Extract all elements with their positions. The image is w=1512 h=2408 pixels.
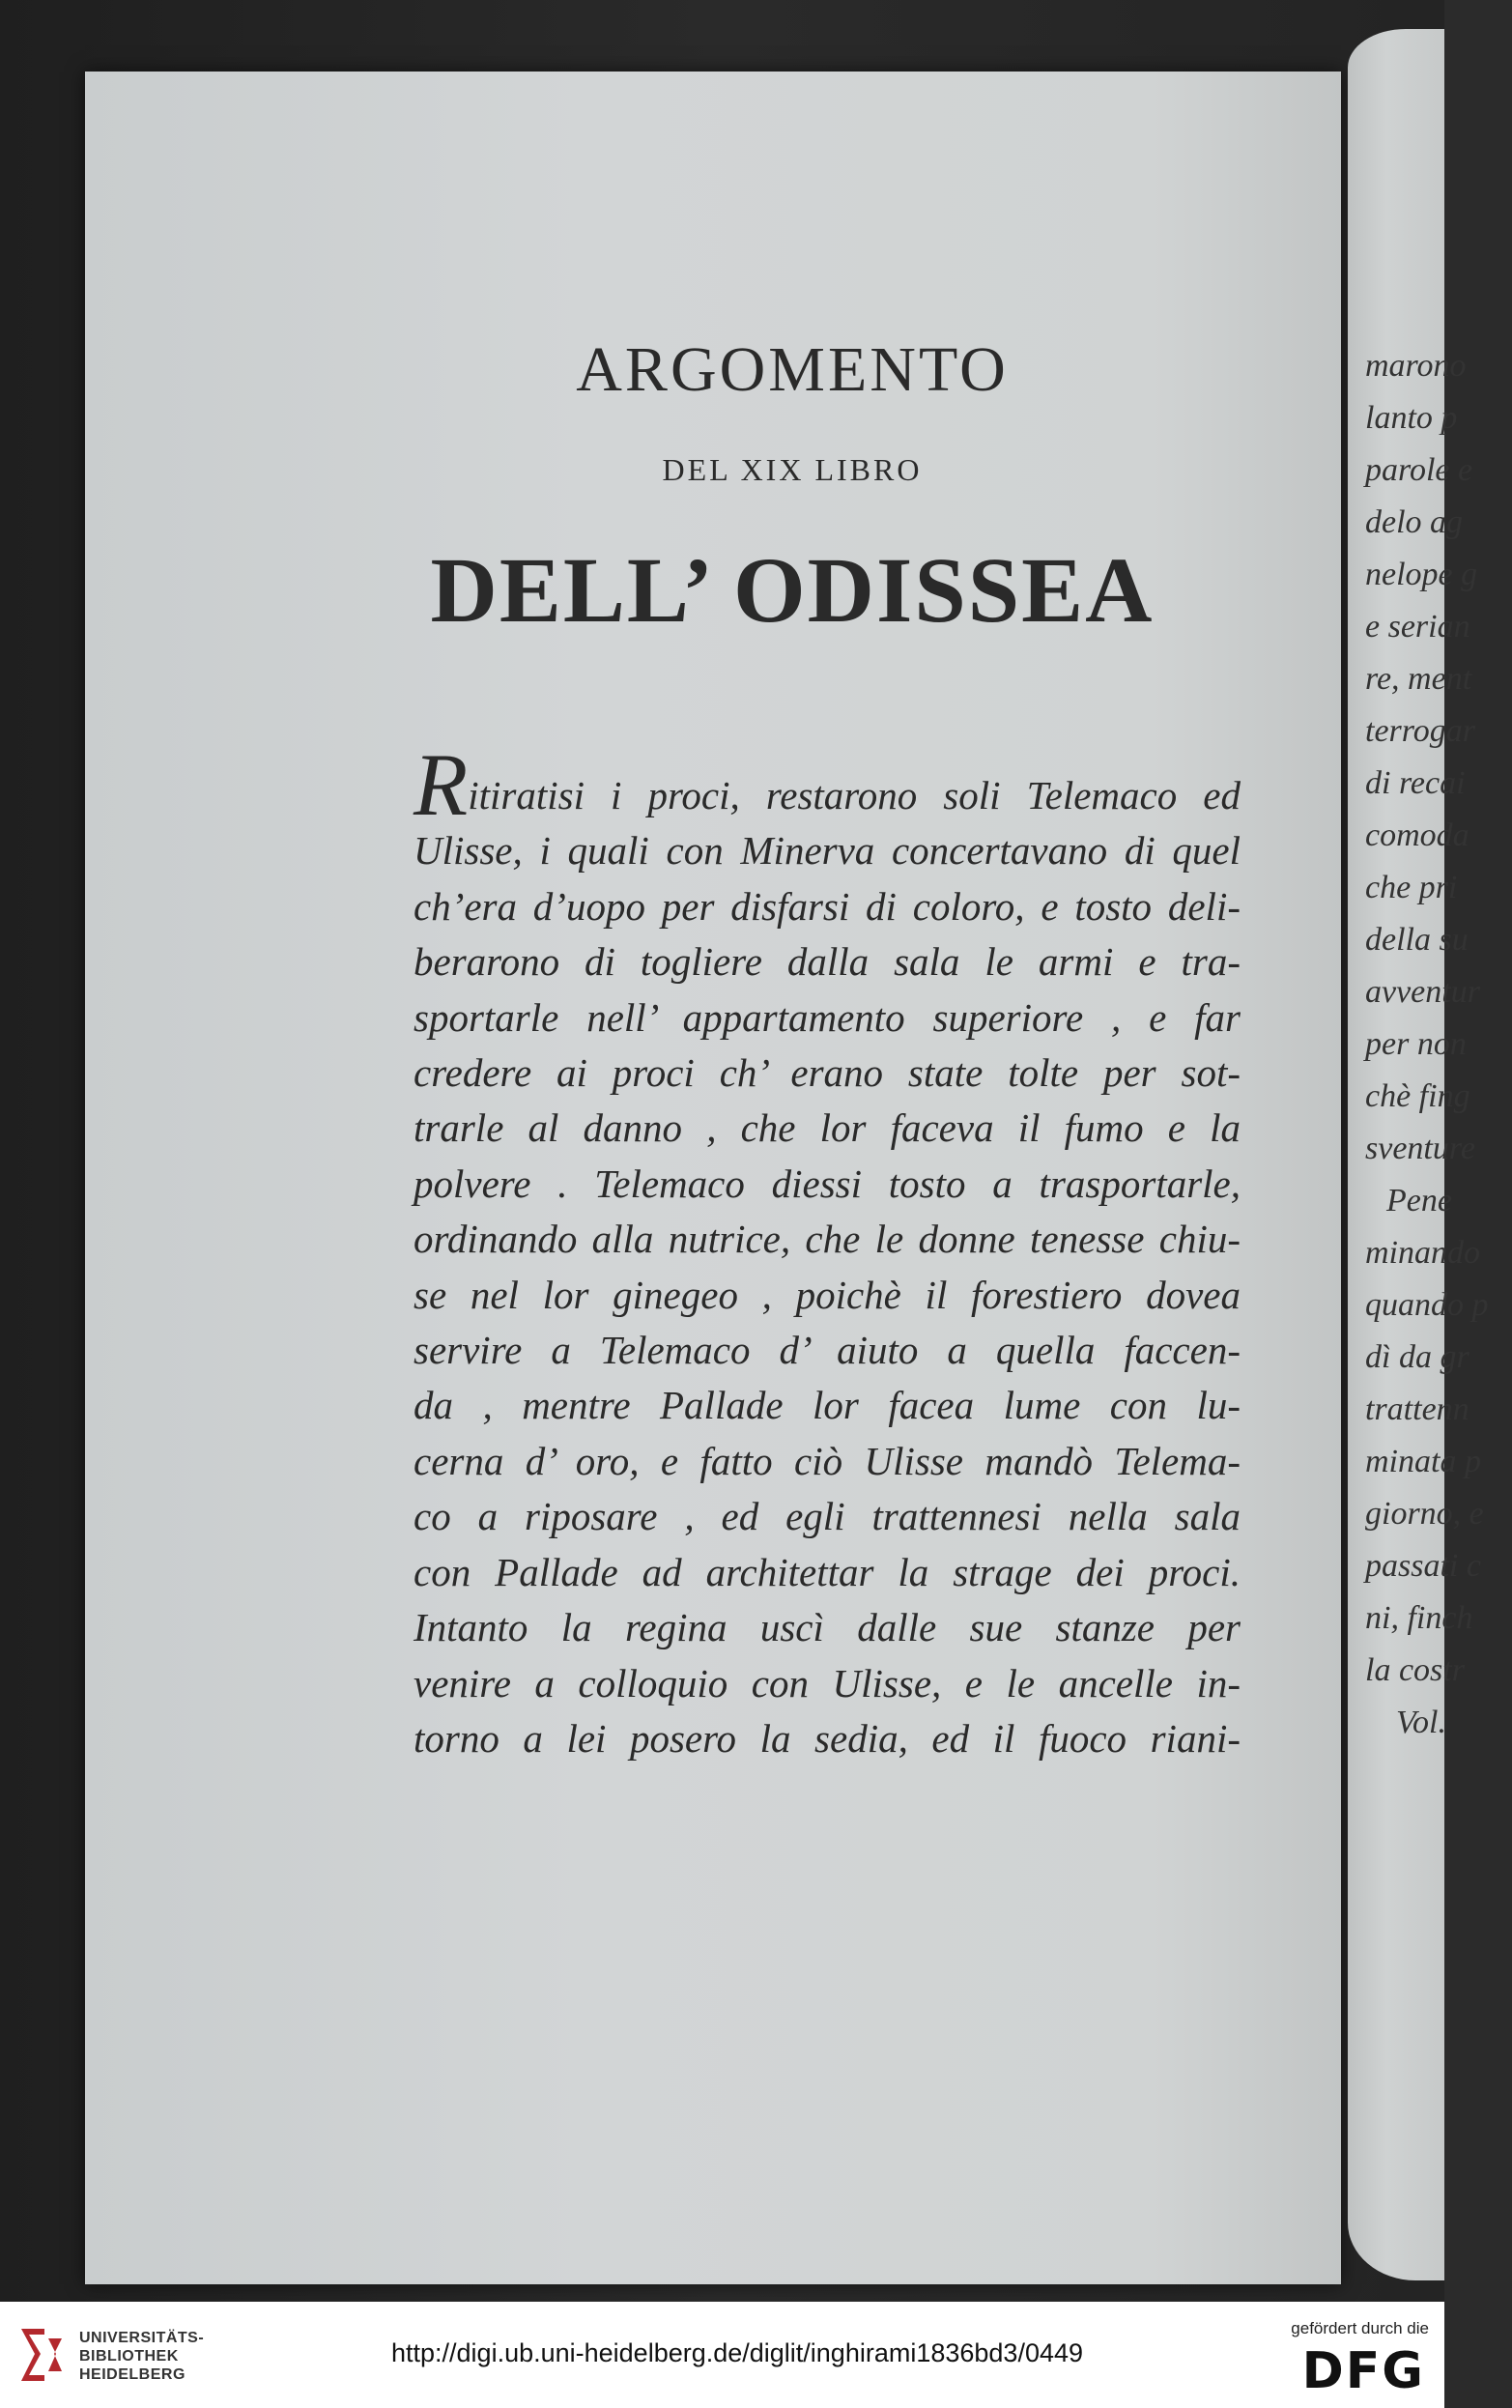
facing-page-fragment: per non <box>1365 1026 1467 1062</box>
text-line: se nel lor ginegeo , poichè il forestiero dovea <box>414 1272 1241 1317</box>
facing-page-fragment: ni, finch <box>1365 1600 1473 1636</box>
facing-page-fragment: della su <box>1365 922 1469 958</box>
text-line: ordinando alla nutrice, che le donne tenesse chiu- <box>414 1217 1241 1262</box>
library-name <box>79 2329 204 2384</box>
drop-cap: R <box>414 735 469 834</box>
text-line: torno a lei posero la sedia, ed il fuoco riani- <box>414 1715 1241 1761</box>
heading-book-number: DEL XIX LIBRO <box>662 452 923 487</box>
facing-page-fragment: passati c <box>1365 1548 1481 1584</box>
text-line: con Pallade ad architettar la strage dei proci. <box>414 1549 1241 1594</box>
library-name-line: HEIDELBERG <box>79 2366 185 2383</box>
text-line: Intanto la regina uscì dalle sue stanze per <box>414 1605 1241 1650</box>
facing-page-fragment: avventur <box>1365 974 1480 1010</box>
library-name-line: UNIVERSITÄTS- <box>79 2330 205 2346</box>
facing-page-fragment: e serian <box>1365 609 1470 645</box>
library-logo-icon <box>15 2321 68 2389</box>
facing-page-fragment: che pri <box>1365 870 1458 905</box>
text-line: cerna d’ oro, e fatto ciò Ulisse mandò Telema- <box>414 1438 1241 1483</box>
facing-page-fragment: minata p <box>1365 1444 1481 1479</box>
text-line: co a riposare , ed egli trattennesi nella sala <box>414 1494 1241 1539</box>
text-line: polvere . Telemaco diessi tosto a trasportarle, <box>414 1161 1241 1206</box>
text-line: credere ai proci ch’ erano state tolte per sot- <box>414 1050 1241 1096</box>
facing-page-fragment: Pene <box>1386 1183 1452 1218</box>
facing-page-fragment: parole e <box>1365 452 1473 488</box>
heading-odyssey: DELL’ ODISSEA <box>430 538 1155 642</box>
facing-page-fragment: nelope g <box>1365 557 1478 592</box>
text-line <box>414 735 1241 834</box>
facing-page-fragment: sventure <box>1365 1131 1475 1166</box>
funding-caption: gefördert durch die <box>1291 2319 1429 2337</box>
facing-page-fragment: marono <box>1365 348 1467 384</box>
library-name-line: BIBLIOTHEK <box>79 2348 179 2365</box>
text-line: venire a colloquio con Ulisse, e le ancelle in- <box>414 1660 1241 1706</box>
summary-paragraph <box>414 735 1241 1766</box>
text-line: berarono di togliere dalla sala le armi e tra- <box>414 939 1241 985</box>
heading-argomento: ARGOMENTO <box>576 334 1009 405</box>
facing-page-fragment: delo ag <box>1365 504 1464 540</box>
text-line: da , mentre Pallade lor facea lume con lu- <box>414 1383 1241 1428</box>
facing-page-fragment: giorno, e <box>1365 1496 1484 1532</box>
facing-page-fragment: chè fing <box>1365 1078 1470 1114</box>
facing-page-fragment: minando <box>1365 1235 1480 1271</box>
facing-page-fragment: lanto p <box>1365 400 1458 436</box>
text-line-content: itiratisi i proci, restarono soli Telemaco ed <box>468 773 1241 817</box>
permalink-url[interactable]: http://digi.ub.uni-heidelberg.de/diglit/inghirami1836bd3/0449 <box>391 2338 1084 2367</box>
facing-page-fragment: la costr <box>1365 1652 1465 1688</box>
facing-page-fragment: comoda <box>1365 817 1469 853</box>
dfg-logo: DFG <box>1301 2342 1425 2400</box>
facing-page-fragment: terrogar <box>1365 713 1475 749</box>
text-line: trarle al danno , che lor faceva il fumo e la <box>414 1105 1241 1151</box>
text-line: Ulisse, i quali con Minerva concertavano di quel <box>414 828 1241 874</box>
text-line: ch’era d’uopo per disfarsi di coloro, e tosto deli- <box>414 883 1241 929</box>
facing-page-fragment: quando p <box>1365 1287 1489 1323</box>
text-line: sportarle nell’ appartamento superiore , e far <box>414 994 1241 1040</box>
facing-page-fragment: trattenn <box>1365 1391 1469 1427</box>
facing-page-fragment: re, ment <box>1365 661 1472 697</box>
facing-page-edge <box>1348 29 1489 2280</box>
text-line: servire a Telemaco d’ aiuto a quella faccen- <box>414 1328 1241 1373</box>
facing-page-fragment: dì da gr <box>1365 1339 1469 1375</box>
facing-page-fragment: Vol. <box>1396 1705 1446 1740</box>
footer-bar <box>0 2302 1444 2408</box>
facing-page-fragment: di recai <box>1365 765 1466 801</box>
